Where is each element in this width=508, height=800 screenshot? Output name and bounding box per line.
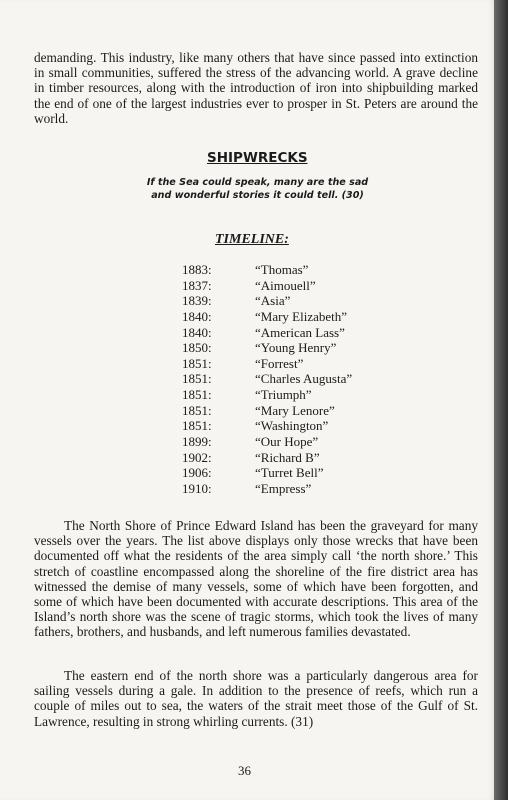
timeline-ship: “Thomas” xyxy=(255,262,309,277)
timeline-entry xyxy=(182,450,382,466)
timeline-ship: “Triumph” xyxy=(255,387,312,403)
timeline-entry xyxy=(182,403,382,419)
timeline-ship: “Mary Elizabeth” xyxy=(255,308,348,324)
timeline-entry xyxy=(182,418,382,434)
timeline-year: 1899: xyxy=(182,434,212,450)
timeline-title: TIMELINE: xyxy=(215,232,289,247)
page-binding-edge xyxy=(494,0,508,800)
timeline-entry xyxy=(182,465,382,481)
timeline-ship: “Mary Lenore” xyxy=(255,402,335,418)
timeline-entry xyxy=(182,309,382,325)
timeline-ship: “Our Hope” xyxy=(255,434,319,450)
timeline-year: 1851: xyxy=(182,387,212,403)
timeline-year: 1839: xyxy=(182,293,212,309)
timeline-year: 1851: xyxy=(182,371,212,387)
timeline-entry xyxy=(182,293,382,309)
timeline-year: 1840: xyxy=(182,308,212,324)
timeline-entry xyxy=(182,481,382,497)
timeline-ship: “Young Henry” xyxy=(255,340,337,356)
bottom-paragraph: The eastern end of the north shore was a particularly dangerous area for sailing vessels during a gale. In addition to the presence of reefs, which run a couple of miles out to sea, the waters of the strait meet those of the Gulf of St. Lawrence, resulting in strong whirling currents. (31) xyxy=(34,668,478,729)
quote-line: If the Sea could speak, many are the sad xyxy=(146,177,369,188)
timeline-year: 1851: xyxy=(182,402,212,418)
timeline-ship: “Empress” xyxy=(255,480,312,496)
timeline-year: 1840: xyxy=(182,324,212,340)
page-number: 36 xyxy=(238,763,251,778)
timeline-entry xyxy=(182,371,382,387)
epigraph-quote xyxy=(120,177,395,203)
timeline-entry xyxy=(182,262,382,278)
timeline-ship: “Charles Augusta” xyxy=(255,371,353,387)
timeline-year: 1910: xyxy=(182,480,212,496)
timeline-ship: “Turret Bell” xyxy=(255,465,324,481)
quote-line: and wonderful stories it could tell. (30) xyxy=(151,189,364,201)
timeline-year: 1851: xyxy=(182,355,212,371)
timeline-year: 1850: xyxy=(182,340,212,356)
timeline-entry xyxy=(182,340,382,356)
timeline-year: 1883: xyxy=(182,262,212,277)
timeline-entry xyxy=(182,434,382,450)
timeline-ship: “Aimouell” xyxy=(255,277,316,293)
timeline-list xyxy=(182,262,382,497)
timeline-ship: “Forrest” xyxy=(255,355,304,371)
timeline-year: 1851: xyxy=(182,418,212,434)
timeline-year: 1906: xyxy=(182,465,212,481)
timeline-entry xyxy=(182,325,382,341)
top-paragraph: demanding. This industry, like many others that have since passed into extinction in small communities, suffered the stress of the advancing world. A grave decline in timber resources, along with the introduction of iron into shipbuilding marked the end of one of the largest industries ever to prosper in St. Peters are around the world. xyxy=(34,50,478,126)
timeline-entry xyxy=(182,387,382,403)
section-heading: SHIPWRECKS xyxy=(207,150,308,166)
timeline-ship: “Richard B” xyxy=(255,449,320,465)
middle-paragraph: The North Shore of Prince Edward Island has been the graveyard for many vessels over the years. The list above displays only those wrecks that have been documented off what the residents of the area simply call ‘the north shore.’ This stretch of coastline encompassed along the shoreline of the fire district area has witnessed the demise of many vessels, some of which have been forgotten, and some of which have been documented with accurate descriptions. This area of the Island’s north shore was the scene of tragic storms, which took the lives of many fathers, brothers, and husbands, and left numerous families devastated. xyxy=(34,518,478,640)
timeline-entry xyxy=(182,278,382,294)
timeline-year: 1837: xyxy=(182,277,212,293)
timeline-ship: “Washington” xyxy=(255,418,329,434)
timeline-ship: “American Lass” xyxy=(255,324,345,340)
timeline-ship: “Asia” xyxy=(255,293,291,309)
timeline-year: 1902: xyxy=(182,449,212,465)
timeline-entry xyxy=(182,356,382,372)
